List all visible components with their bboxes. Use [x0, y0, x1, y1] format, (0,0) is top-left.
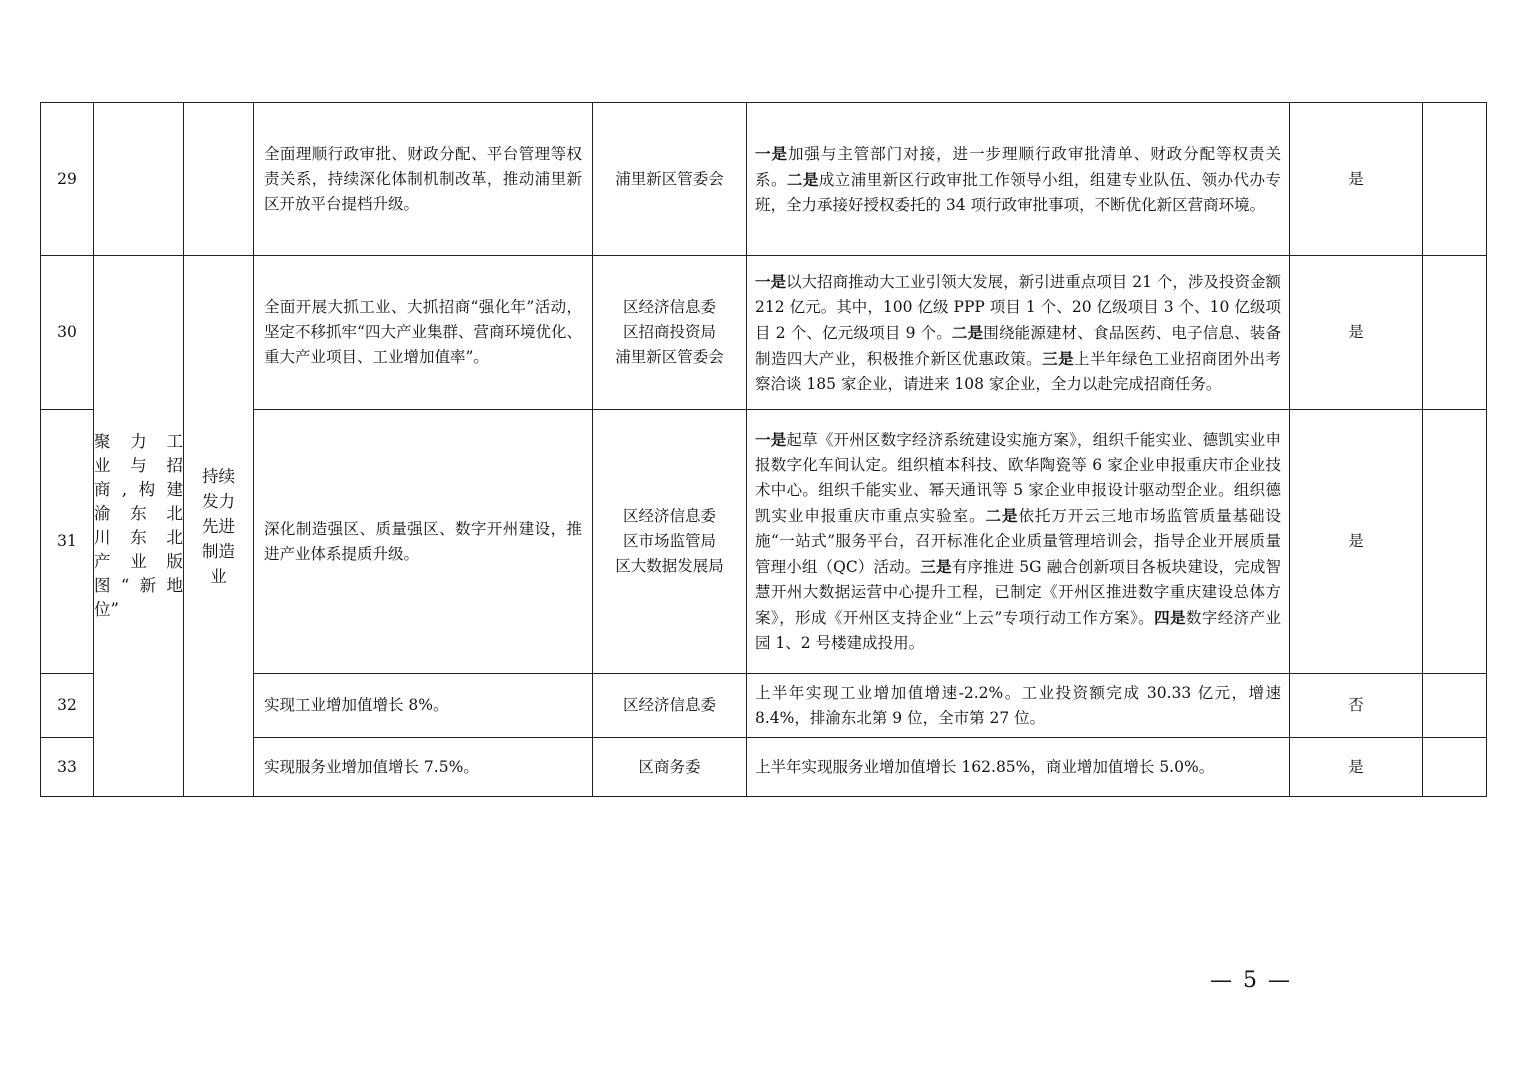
progress-text: 起草《开州区数字经济系统建设实施方案》，组织千能实业、德凯实业申报数字化车间认定。组织植本科技、欧华陶瓷等 6 家企业申报重庆市企业技术中心。组织千能实业、幂天通讯等 5 家企业申报设计驱动型企业。组织德凯实业申报重庆市重点实验室。 [755, 431, 1281, 525]
row-number: 32 [41, 674, 94, 738]
category-line: 聚力工 [94, 432, 183, 451]
dept-line: 浦里新区管委会 [615, 169, 724, 188]
dept-line: 区经济信息委 [622, 298, 716, 316]
category-line: 产业版 [94, 552, 183, 571]
task-cell: 深化制造强区、质量强区、数字开州建设，推进产业体系提质升级。 [254, 410, 593, 674]
remarks-cell [1423, 103, 1487, 256]
progress-marker: 三是 [920, 557, 952, 576]
progress-text: 上半年绿色工业招商团外出考察洽谈 185 家企业，请进来 108 家企业，全力以赴完成招商任务。 [755, 349, 1281, 393]
progress-marker: 二是 [985, 506, 1019, 525]
progress-cell [747, 410, 1290, 674]
progress-cell [747, 738, 1290, 797]
progress-text: 上半年实现服务业增加值增长 162.85%，商业增加值增长 5.0%。 [755, 757, 1215, 776]
category-line: 商,构建 [94, 480, 183, 499]
dept-cell [593, 738, 747, 797]
progress-text: 围绕能源建材、食品医药、电子信息、装备制造四大产业，积极推介新区优惠政策。 [755, 323, 1281, 368]
category-line: 川东北 [94, 528, 183, 547]
progress-marker: 二是 [951, 322, 984, 342]
progress-cell [747, 103, 1290, 256]
dept-line: 区经济信息委 [622, 507, 716, 525]
remarks-cell [1423, 410, 1487, 674]
progress-marker: 一是 [755, 271, 787, 291]
row-number: 31 [41, 410, 94, 674]
completion-cell: 是 [1290, 410, 1423, 674]
table-row [41, 674, 1487, 738]
dept-line: 浦里新区管委会 [615, 348, 724, 366]
category-cell [94, 256, 184, 797]
progress-text: 加强与主管部门对接，进一步理顺行政审批清单、财政分配等权责关系。 [755, 144, 1281, 189]
page-number: — 5 — [1210, 968, 1292, 993]
remarks-cell [1423, 738, 1487, 797]
progress-text: 上半年实现工业增加值增速-2.2%。工业投资额完成 30.33 亿元，增速 8.4%，排渝东北第 9 位，全市第 27 位。 [755, 683, 1281, 727]
progress-text: 依托万开云三地市场监管质量基础设施“一站式”服务平台，召开标准化企业质量管理培训会，指导企业开展质量管理小组（QC）活动。 [755, 507, 1281, 576]
subcategory-cell [184, 256, 254, 797]
dept-line: 区大数据发展局 [615, 557, 724, 575]
task-cell: 全面理顺行政审批、财政分配、平台管理等权责关系，持续深化体制机制改革，推动浦里新区开放平台提档升级。 [254, 103, 593, 256]
subcategory-cell-empty [184, 103, 254, 256]
row-number: 29 [41, 103, 94, 256]
category-line: 位” [94, 600, 119, 619]
dept-line: 区商务委 [638, 757, 701, 776]
task-cell: 实现工业增加值增长 8%。 [254, 674, 593, 738]
task-cell: 实现服务业增加值增长 7.5%。 [254, 738, 593, 797]
subcategory-line: 持续 [202, 466, 235, 486]
dept-line: 区市场监管局 [622, 532, 716, 550]
progress-cell [747, 256, 1290, 410]
progress-marker: 二是 [786, 169, 819, 189]
category-line: 渝东北 [94, 504, 183, 523]
dept-line: 区招商投资局 [622, 323, 716, 341]
subcategory-line: 先进 [202, 516, 235, 536]
table-row [41, 103, 1487, 256]
subcategory-line: 业 [210, 566, 227, 586]
category-line: 图“新地 [94, 576, 183, 595]
dept-cell [593, 674, 747, 738]
subcategory-line: 发力 [202, 491, 235, 511]
task-cell: 全面开展大抓工业、大抓招商“强化年”活动，坚定不移抓牢“四大产业集群、营商环境优化、重大产业项目、工业增加值率”。 [254, 256, 593, 410]
progress-marker: 三是 [1042, 348, 1075, 368]
progress-marker: 一是 [755, 430, 787, 449]
progress-text: 以大招商推动大工业引领大发展，新引进重点项目 21 个，涉及投资金额 212 亿元。其中，100 亿级 PPP 项目 1 个、20 亿级项目 3 个、10 亿级项目 2 个、亿元级项目 9 个。 [755, 272, 1281, 342]
table-row [41, 256, 1487, 410]
category-cell-empty [94, 103, 184, 256]
category-line: 业与招 [94, 456, 183, 475]
progress-text: 成立浦里新区行政审批工作领导小组，组建专业队伍、领办代办专班，全力承接好授权委托的 34 项行政审批事项，不断优化新区营商环境。 [755, 170, 1281, 214]
task-progress-table [40, 102, 1487, 797]
dept-cell [593, 256, 747, 410]
completion-cell: 否 [1290, 674, 1423, 738]
progress-marker: 四是 [1154, 608, 1186, 627]
dept-cell [593, 103, 747, 256]
row-number: 33 [41, 738, 94, 797]
table-row [41, 738, 1487, 797]
progress-marker: 一是 [755, 143, 788, 163]
table-row [41, 410, 1487, 674]
completion-cell: 是 [1290, 103, 1423, 256]
remarks-cell [1423, 256, 1487, 410]
subcategory-line: 制造 [202, 541, 235, 561]
dept-cell [593, 410, 747, 674]
dept-line: 区经济信息委 [622, 696, 716, 714]
remarks-cell [1423, 674, 1487, 738]
progress-cell [747, 674, 1290, 738]
completion-cell: 是 [1290, 738, 1423, 797]
completion-cell: 是 [1290, 256, 1423, 410]
progress-text: 数字经济产业园 1、2 号楼建成投用。 [755, 609, 1281, 652]
progress-text: 有序推进 5G 融合创新项目各板块建设，完成智慧开州大数据运营中心提升工程，已制定《开州区推进数字重庆建设总体方案》，形成《开州区支持企业“上云”专项行动工作方案》。 [755, 558, 1281, 627]
row-number: 30 [41, 256, 94, 410]
